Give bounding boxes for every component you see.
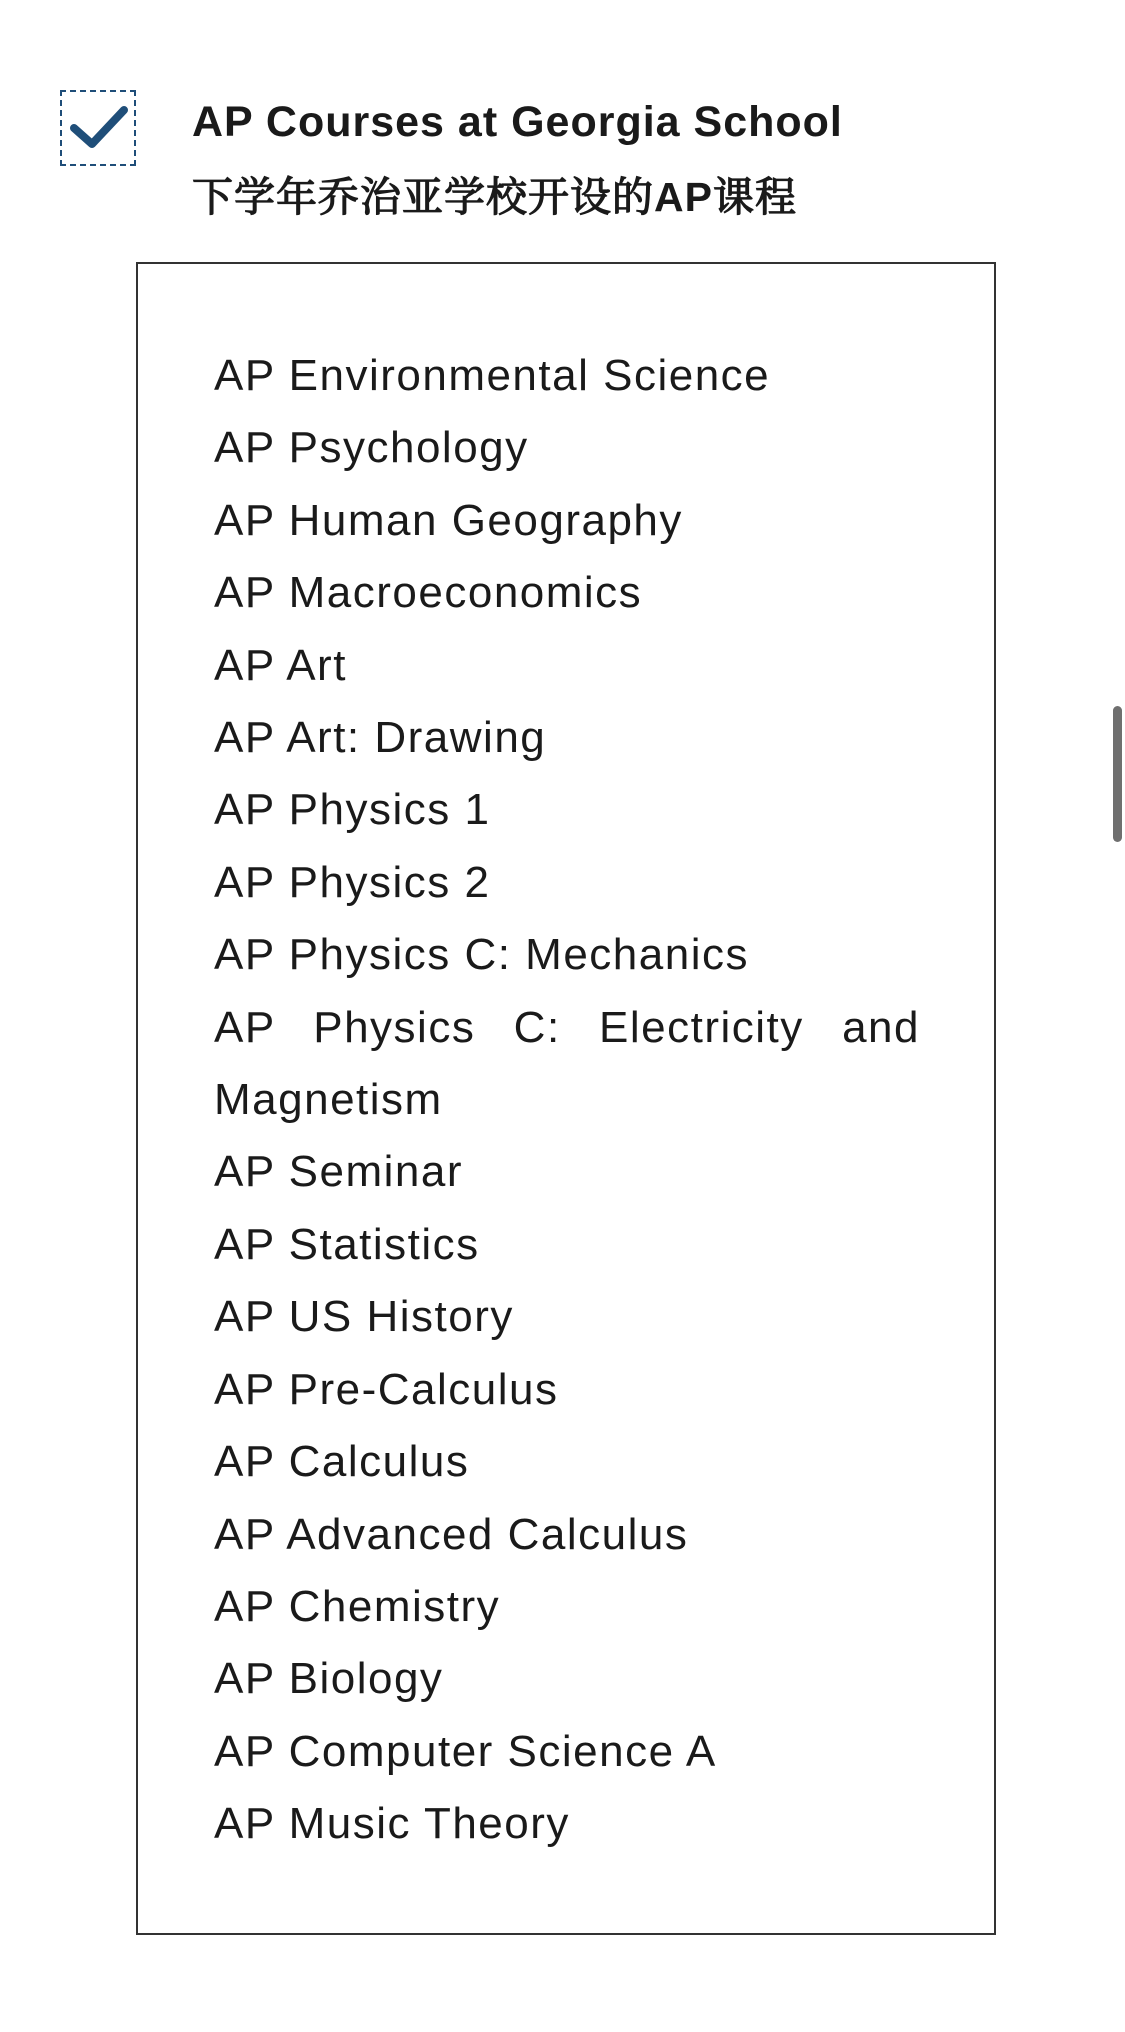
course-item: AP Biology <box>214 1654 444 1704</box>
section-title-chinese: 下学年乔治亚学校开设的AP课程 <box>192 174 797 220</box>
course-list <box>214 340 920 1861</box>
course-item: AP US History <box>214 1292 514 1342</box>
course-item: AP Pre-Calculus <box>214 1364 559 1414</box>
checkmark-icon <box>68 102 130 154</box>
course-item: AP Art <box>214 640 347 690</box>
course-item: AP Music Theory <box>214 1799 570 1849</box>
course-item: AP Seminar <box>214 1147 463 1197</box>
course-item: AP Physics C: Electricity and Magnetism <box>214 1002 920 1125</box>
course-item: AP Physics C: Mechanics <box>214 930 749 980</box>
course-item: AP Computer Science A <box>214 1726 717 1776</box>
course-item: AP Psychology <box>214 423 529 473</box>
checkbox-checked-icon[interactable] <box>60 90 136 166</box>
scrollbar-thumb[interactable] <box>1113 706 1122 842</box>
course-item: AP Chemistry <box>214 1581 501 1631</box>
course-item: AP Physics 2 <box>214 857 491 907</box>
section-header <box>60 88 1060 228</box>
section-title-english: AP Courses at Georgia School <box>192 98 843 146</box>
course-item: AP Macroeconomics <box>214 568 643 618</box>
course-item: AP Statistics <box>214 1219 480 1269</box>
course-item: AP Physics 1 <box>214 785 491 835</box>
course-item: AP Human Geography <box>214 495 683 545</box>
course-item: AP Art: Drawing <box>214 713 547 763</box>
course-list-box <box>136 262 996 1935</box>
course-item: AP Calculus <box>214 1437 470 1487</box>
course-item: AP Environmental Science <box>214 351 771 400</box>
course-item: AP Advanced Calculus <box>214 1509 689 1559</box>
